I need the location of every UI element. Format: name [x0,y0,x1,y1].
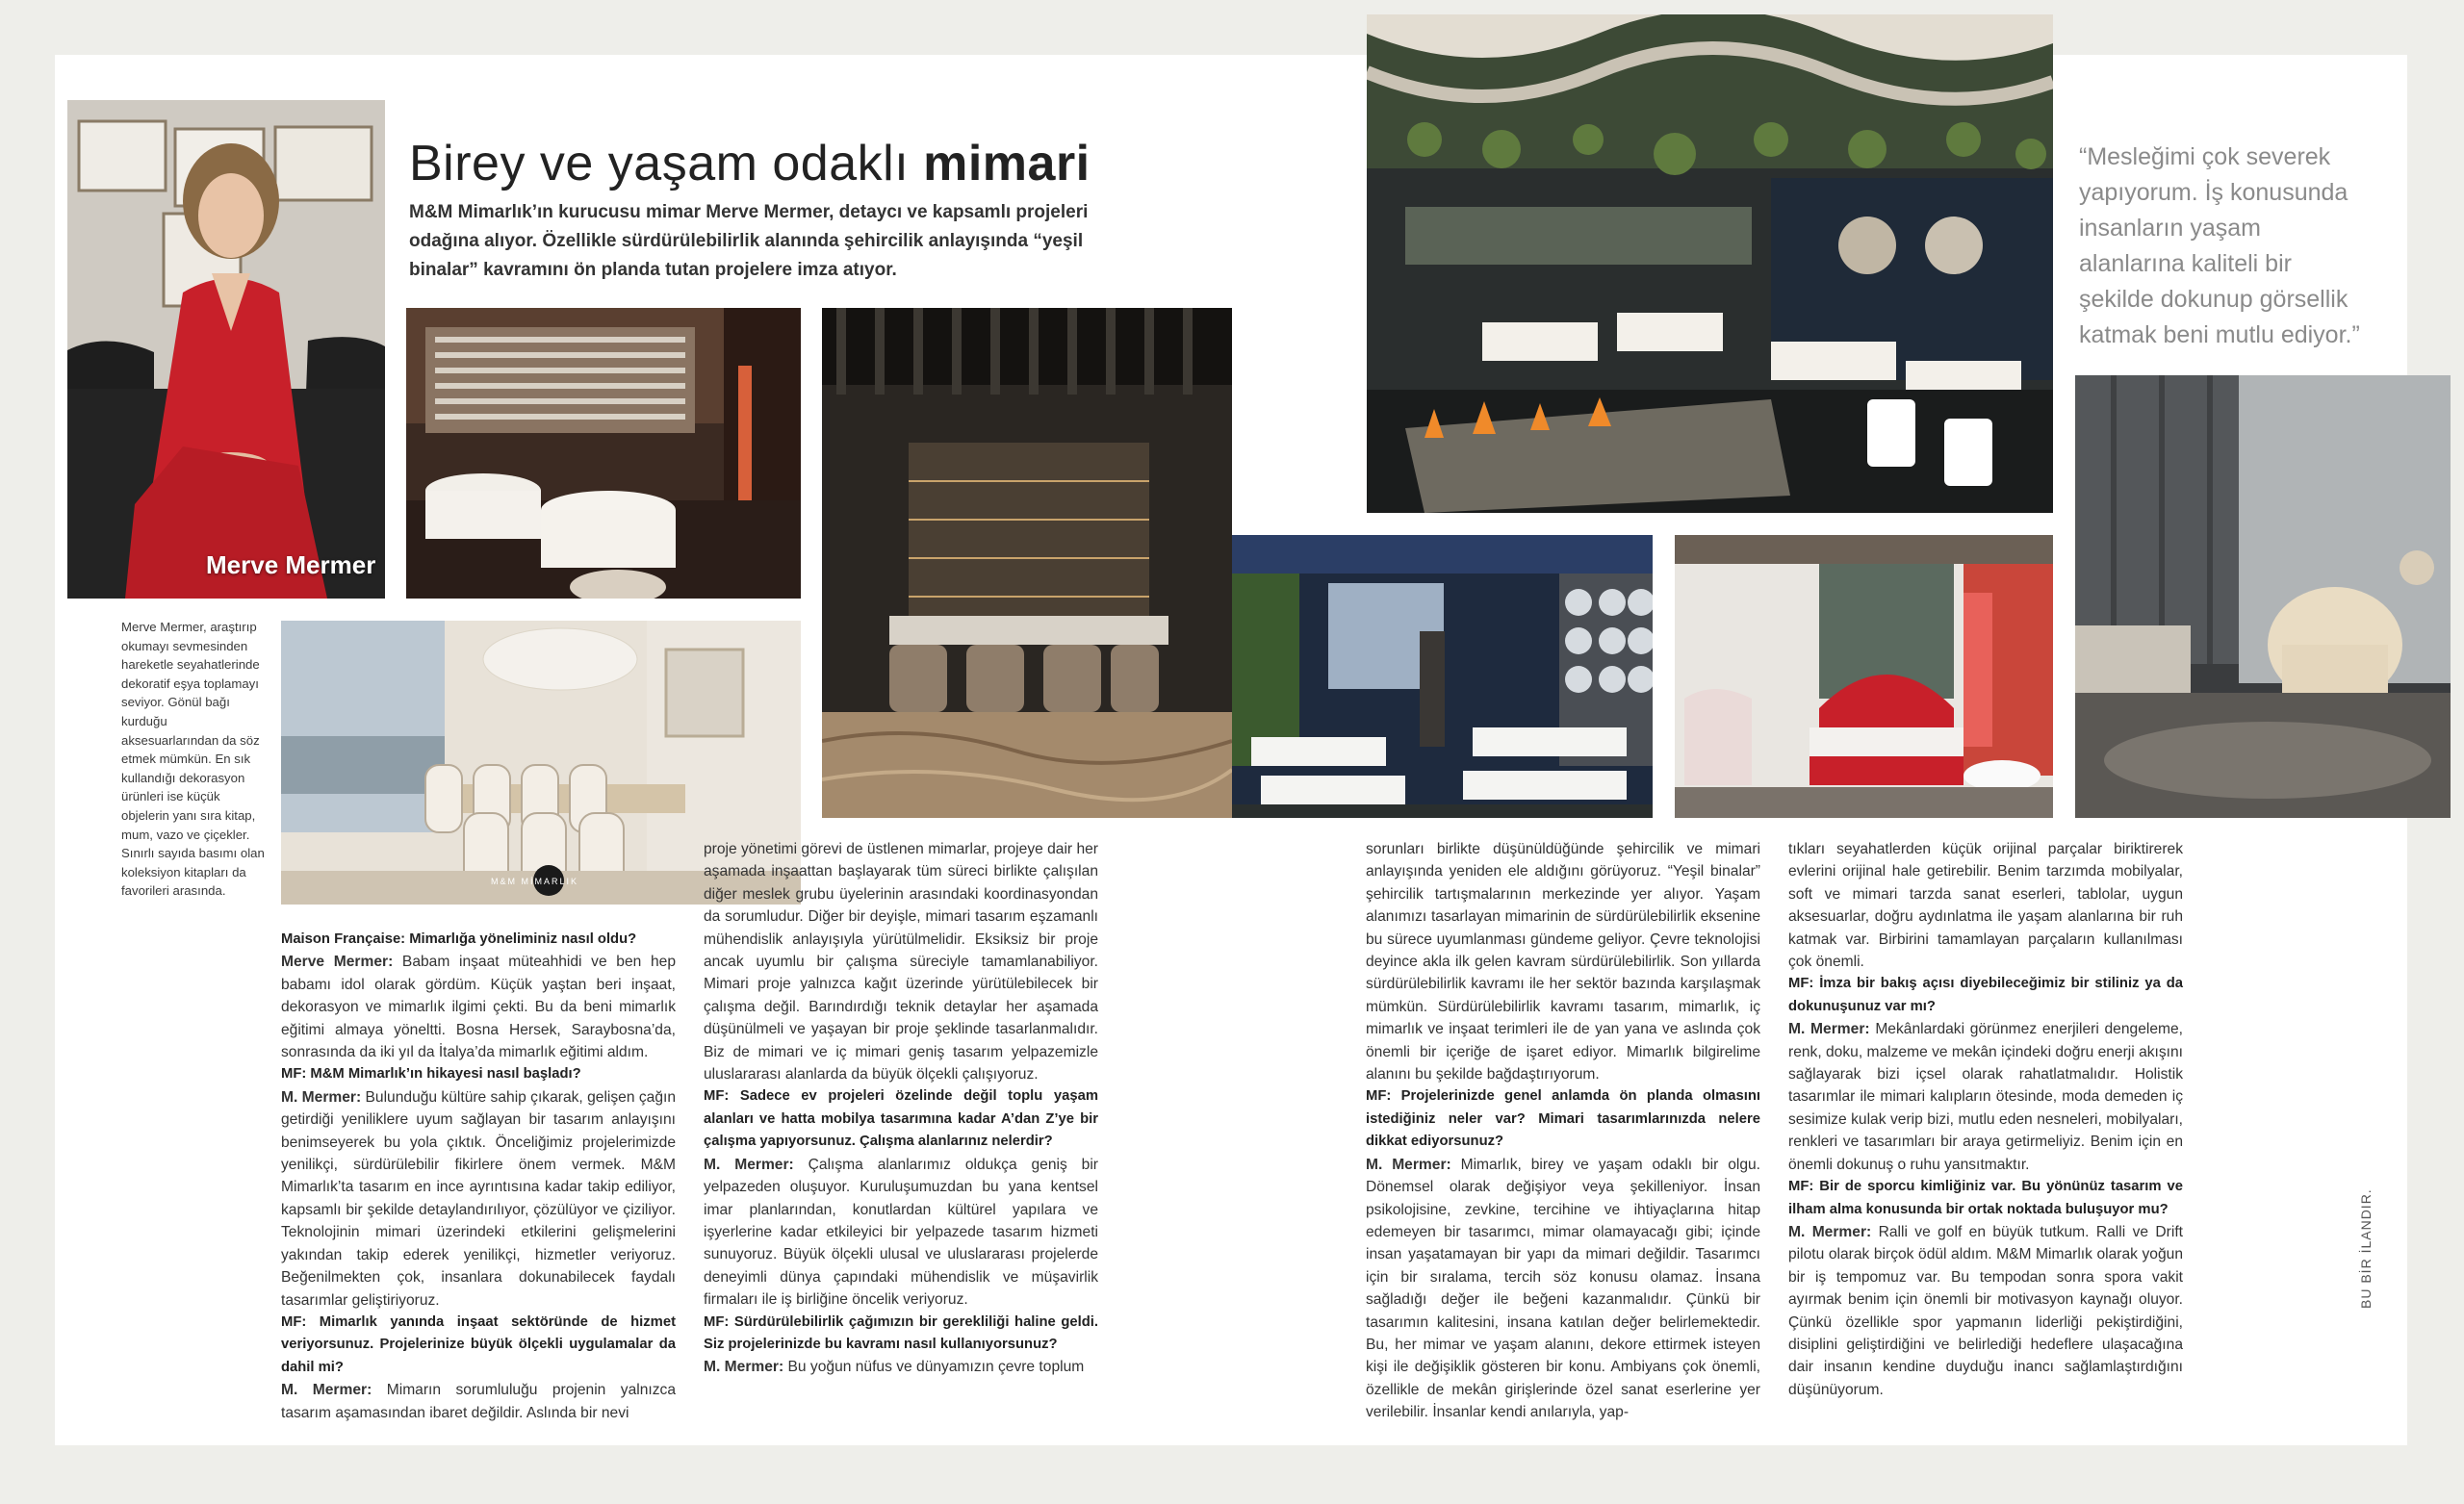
portrait-caption: Merve Mermer, araştırıp okumayı sevmesinden hareketle seyahatlerinde dekoratif eşya toplamayı seviyor. Gönül bağı kurduğu aksesuarlarından da söz etmek mümkün. En sık kullandığı dekorasyon ürünleri ise küçük objelerin yanı sıra kitap, mum, vazo ve çiçekler. Sınırlı sayıda basımı olan koleksiyon kitapları da favorileri arasında. [121,620,265,899]
answer-text: Mimarlık, birey ve yaşam odaklı bir olgu. Dönemsel olarak değişiyor veya şekilleniyor. İnsan psikolojisine, zevkine, tercihine ve ihtiyaçlarına hitap edemeyen bir tasarımcı, mimar olamayacağı gibi; içinde insan yaşatamayan bir yapı da mimari değildir. Tasarımcı için bir sıralama, tercih söz konusu olamaz. İnsana sağladığı değer ile beğeni kazanmalıdır. Çünkü bir tasarımın kalitesini, insana katılan değer belirlemektedir. Bu, her mimar ve yaşam alanını, dekore ettirmek isteyen kişi ile değişiklik gösteren bir konu. Ambiyans çok önemli, özellikle de mekân girişlerinde özel sanat eserlerine yer verilebilir. İnsanlar kendi anılarıyla, yap- [1366,1156,1761,1421]
answer-text: Mekânlardaki görünmez enerjileri dengeleme, renk, doku, malzeme ve mekân içindeki doğru enerji akışını sağlayarak bizi içsel olarak rahatlatmalıdır. Holistik tasarımlar ile mimari kalıpların ötesinde, moda demeden iç sesimize kulak verip bizi, mutlu eden nesneleri, mobilyaları, renkleri ve tasarımları bir araya getirmeliyiz. Benim için en önemli dokunuş o ruhu yansıtmaktır. [1788,1021,2184,1173]
answer-text: Bu yoğun nüfus ve dünyamızın çevre toplum [783,1359,1085,1376]
speaker-label: M. Mermer: [1788,1223,1872,1240]
article-column-2 [704,838,1098,1379]
advertorial-note: BU BİR İLANDIR. [2358,1188,2374,1309]
answer-text: Bulunduğu kültüre sahip çıkarak, gelişen çağın getirdiği yeniliklere uyum sağlayan bir tasarım anlayışını benimseyerek bu yola çıktık. Önceliğimiz projelerimizde yenilikçi, sürdürülebilir fikirlere önem vermek. M&M Mimarlık’ta tasarım en ince ayrıntısına kadar takip ediliyor, kapsamlı bir şekilde detaylandırılıyor, çözülüyor ve çiziliyor. Teknolojinin mimari üzerindeki etkilerini gelişmelerini yakından takip ederek yenilikçi, hizmetler veriyoruz. Beğenilmekten çok, insanlara dokunabilecek faydalı tasarımlar geliştiriyoruz. [281,1088,676,1309]
restaurant-statue-photo [1232,535,1653,818]
article-column-3 [1366,838,1760,1424]
answer-text: tıkları seyahatlerden küçük orijinal parçalar biriktirerek evlerini orijinal hale getirebilir. Benim tarzımda mobilyalar, soft ve mimari tarzda sanat eserleri, tablolar, uygun aksesuarlar, doğru aydınlatma ile yaşam alanlarına bir ruh katmak var. Birbirini tamamlayan parçaların kullanılması çok önemli. [1788,841,2183,971]
portrait-photo [67,100,385,599]
restaurant-green-ceiling-photo [1367,14,2053,513]
interview-question: MF: Sadece ev projeleri özelinde değil toplu yaşam alanları ve hatta mobilya tasarımına kadar A’dan Z’ye bir çalışma yapıyorsunuz. Çalışma alanlarınız nelerdir? [704,1088,1098,1150]
dark-dining-shelves-photo [822,308,1232,818]
speaker-label: M. Mermer: [281,1088,362,1106]
interview-paragraph [704,838,1098,1085]
article-column-4 [1788,838,2183,1401]
portrait-name: Merve Mermer [206,550,376,579]
answer-text: Babam inşaat müteahhidi ve ben hep babamı idol olarak gördüm. Küçük yaştan beri inşaat, dekorasyon ve mimarlık ilgimi çekti. Bu da beni mimarlık eğitimi almaya yöneltti. Bosna Hersek, Saraybosna’da, sonrasında da iki yıl da İtalya’da mimarlık eğitimi aldım. [281,954,676,1061]
speaker-label: M. Mermer: [1788,1021,1870,1038]
title-bold: mimari [923,136,1091,191]
speaker-label: M. Mermer: [704,1359,784,1376]
restaurant-bottle-wall-photo [406,308,801,599]
answer-text: proje yönetimi görevi de üstlenen mimarlar, projeye dair her aşamada inşaattan başlayarak tüm süreci birlikte çalışılan diğer meslek grubu üyelerinin arasındaki koordinasyondan da sorumludur. Diğer bir deyişle, mimari tasarım eşzamanlı mühendislik anlayışıyla yürütülmelidir. Eksiksiz bir proje ancak uyumlu bir çalışma süreciyle tamamlanabiliyor. Mimari proje yalnızca kağıt üzerinde yürütülebilecek bir çalışma değil. Barındırdığı teknik detaylar her aşamada düşünülmeli ve yaşayan bir proje şeklinde tasarlanmalıdır. Biz de mimari ve iç mimari geniş tasarım yelpazemizle uluslararası alanlarda da büyük ölçekli çalışıyoruz. [704,841,1098,1083]
interview-paragraph [1788,1018,2183,1176]
answer-text: Çalışma alanlarımız oldukça geniş bir yelpazeden oluşuyor. Kuruluşumuzdan bu yana kentsel imar planlarından, konutlardan kültürel yapılara ve işyerlerine kadar etkileyici bir yelpazede tasarım hizmeti sunuyoruz. Büyük ölçekli ulusal ve uluslararası projelerde deneyimli dünya çapındaki mühendislik ve müşavirlik firmaları ile iş birliğine öncelik veriyoruz. [704,1156,1098,1309]
answer-text: Mimarın sorumluluğu projenin yalnızca tasarım aşamasından ibaret değildir. Aslında bir nevi [281,1382,676,1421]
interview-paragraph [1366,1154,1760,1424]
speaker-label: Merve Mermer: [281,954,394,971]
article-intro: M&M Mimarlık’ın kurucusu mimar Merve Mermer, detaycı ve kapsamlı projeleri odağına alıyor. Özellikle sürdürülebilirlik alanında şehircilik anlayışında “yeşil binalar” kavramını ön planda tutan projelere imza atıyor. [409,202,1089,280]
bedroom-armchair-photo [2075,375,2451,818]
interview-paragraph [704,1154,1098,1312]
interview-question: MF: M&M Mimarlık’ın hikayesi nasıl başladı? [281,1066,581,1083]
interview-question: Maison Française: Mimarlığa yöneliminiz nasıl oldu? [281,931,637,947]
interview-paragraph [1788,1221,2183,1401]
pull-quote: “Mesleğimi çok severek yapıyorum. İş konusunda insanların yaşam alanlarına kaliteli bir şekilde dokunup görsellik katmak beni mutlu ediyor.” [2079,143,2360,348]
interview-paragraph [1788,838,2183,973]
mm-mimarlik-logo: M&M MİMARLIK [491,877,579,886]
interview-question: MF: Mimarlık yanında inşaat sektöründe de hizmet veriyorsunuz. Projelerinize büyük ölçekli uygulamalar da dahil mi? [281,1313,676,1375]
interview-question: MF: İmza bir bakış açısı diyebileceğimiz bir stiliniz ya da dokunuşunuz var mı? [1788,976,2183,1014]
interview-question: MF: Projelerinizde genel anlamda ön planda olmasını istediğiniz neler var? Mimari tasarımlarınızda nelere dikkat ediyorsunuz? [1366,1088,1760,1150]
interview-question: MF: Sürdürülebilirlik çağımızın bir gerekliliği haline geldi. Siz projelerinizde bu kavramı nasıl kullanıyorsunuz? [704,1313,1098,1352]
red-bedroom-photo [1675,535,2053,818]
interview-paragraph [281,1086,676,1312]
interview-paragraph [1366,838,1760,1085]
speaker-label: M. Mermer: [1366,1156,1451,1173]
answer-text: sorunları birlikte düşünüldüğünde şehircilik ve mimari anlayışında yeniden ele aldığını görüyoruz. “Yeşil binalar” şehircilik tartışmalarının merkezinde yer alıyor. Yaşam alanımızı tasarlayan mimarinin de sürdürülebilirlik eksenine bu sürece uyumlanması gündeme geliyor. Çevre teknolojisi deyince akla ilk gelen kavram sürdürülebilirlik. Son yıllarda sürdürülebilirlik kavramı ile her sektör bazında karşılaşmak mümkün. Sürdürülebilirlik kavramı tasarım, mimarlık, iç mimarlık ve inşaat terimleri ile de yan yana ve aslında çok önemli bir içeriğe de işaret ediyor. Mimarlık bilgirelime alanını bu şekilde bağdaştırıyorum. [1366,841,1760,1083]
speaker-label: M. Mermer: [281,1382,372,1399]
answer-text: Ralli ve golf en büyük tutkum. Ralli ve Drift pilotu olarak birçok ödül aldım. M&M Mimarlık olarak yoğun bir iş tempomuz var. Bu tempodan sonra spora vakit ayırmak benim için önemli bir motivasyon kaynağı oluyor. Çünkü özellikle spor yapmanın liderliği pekiştirdiğini, disiplini geliştirdiğini ve belirlediği hedeflere ulaşacağına dair insanın kendine duyduğu inancı sağlamlaştırdığını düşünüyorum. [1788,1223,2183,1398]
interview-paragraph [281,1379,676,1424]
article-title [409,135,1091,192]
article-column-1 [281,929,676,1424]
speaker-label: M. Mermer: [704,1156,794,1173]
interview-question: MF: Bir de sporcu kimliğiniz var. Bu yönünüz tasarım ve ilham alma konusunda bir ortak noktada buluşuyor mu? [1788,1179,2183,1217]
interview-paragraph [704,1356,1098,1378]
title-regular: Birey ve yaşam odaklı [409,136,924,191]
interview-paragraph [281,951,676,1063]
